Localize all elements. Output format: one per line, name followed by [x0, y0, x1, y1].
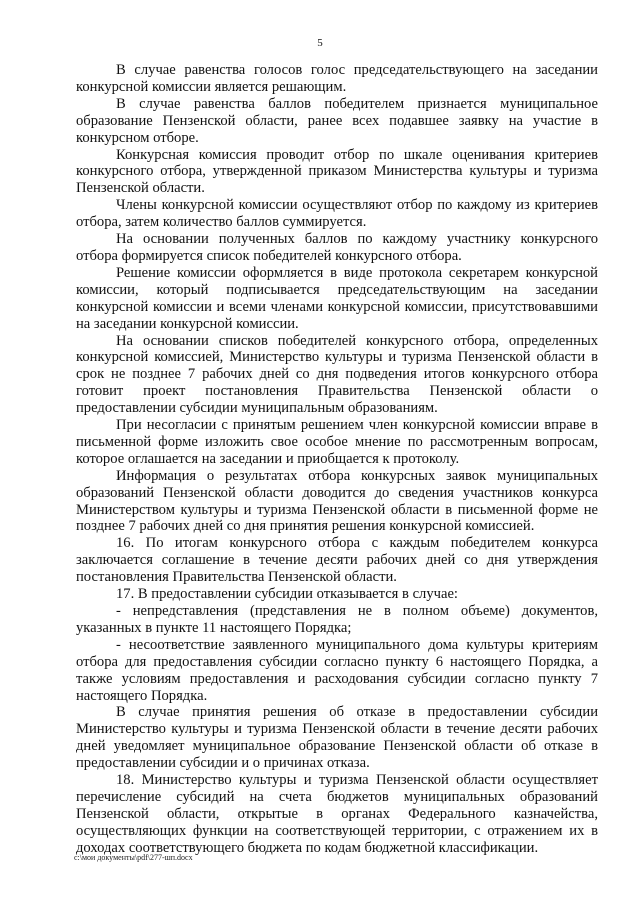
paragraph: В случае равенства баллов победителем признается муниципальное образование Пензенской области, ранее всех подавшее заявку на участие в конкурсном отборе. — [76, 95, 598, 146]
paragraph: 17. В предоставлении субсидии отказывается в случае: — [116, 586, 458, 603]
page-number: 5 — [317, 37, 323, 49]
paragraph: 18. Министерство культуры и туризма Пензенской области осуществляет перечисление субсидий на счета бюджетов муниципальных образований Пензенской области, открытые в органах Федерального казначейства, осуществляющих функции на соответствующей территории, с отражением их в доходах соответствующего бюджета по кодам бюджетной классификации. — [76, 772, 598, 856]
paragraph: - несоответствие заявленного муниципального дома культуры критериям отбора для предоставления субсидии согласно пункту 6 настоящего Порядка, а также условиям предоставления и расходования субсидии согласно пункту 7 настоящего Порядка. — [76, 636, 598, 704]
paragraph: - непредставления (представления не в полном объеме) документов, указанных в пункте 11 настоящего Порядка; — [76, 603, 598, 636]
paragraph: Информация о результатах отбора конкурсных заявок муниципальных образований Пензенской области доводится до сведения участников конкурса Министерством культуры и туризма Пензенской области в письменной форме не позднее 7 рабочих дней со дня принятия решения конкурсной комиссией. — [76, 467, 598, 535]
paragraph: Решение комиссии оформляется в виде протокола секретарем конкурсной комиссии, который подписывается председательствующим на заседании конкурсной комиссии и всеми членами конкурсной комиссии, присутствовавшими на заседании конкурсной комиссии. — [76, 264, 598, 332]
paragraph: На основании полученных баллов по каждому участнику конкурсного отбора формируется список победителей конкурсного отбора. — [76, 231, 598, 264]
file-path-footer: c:\мои документы\pdf\277-шп.docx — [74, 853, 193, 862]
document-body — [76, 62, 598, 857]
paragraph: В случае принятия решения об отказе в предоставлении субсидии Министерство культуры и туризма Пензенской области в течение десяти рабочих дней уведомляет муниципальное образование Пензенской области об отказе в предоставлении субсидии и о причинах отказа. — [76, 704, 598, 772]
paragraph: В случае равенства голосов голос председательствующего на заседании конкурсной комиссии является решающим. — [76, 62, 598, 95]
paragraph: На основании списков победителей конкурсного отбора, определенных конкурсной комиссией, Министерство культуры и туризма Пензенской области в срок не позднее 7 рабочих дней со дня подведения итогов конкурсного отбора готовит проект постановления Правительства Пензенской области о предоставлении субсидии муниципальным образованиям. — [76, 332, 598, 417]
paragraph: Конкурсная комиссия проводит отбор по шкале оценивания критериев конкурсного отбора, утвержденной приказом Министерства культуры и туризма Пензенской области. — [76, 146, 598, 197]
paragraph: При несогласии с принятым решением член конкурсной комиссии вправе в письменной форме изложить свое особое мнение по рассмотренным вопросам, которое оглашается на заседании и приобщается к протоколу. — [76, 417, 598, 467]
paragraph: 16. По итогам конкурсного отбора с каждым победителем конкурса заключается соглашение в течение десяти рабочих дней со дня утверждения постановления Правительства Пензенской области. — [76, 535, 598, 586]
paragraph: Члены конкурсной комиссии осуществляют отбор по каждому из критериев отбора, затем количество баллов суммируется. — [76, 197, 598, 231]
